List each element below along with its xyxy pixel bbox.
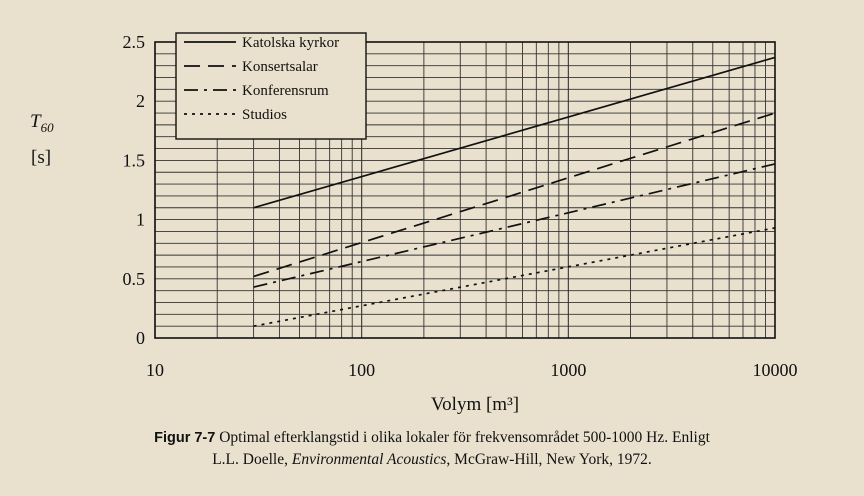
- y-axis-subscript: 60: [40, 120, 54, 135]
- x-axis-label: Volym [m³]: [430, 394, 520, 415]
- series-line-4: [254, 228, 775, 326]
- y-tick-label: 1.5: [122, 150, 145, 171]
- legend-label-1: Katolska kyrkor: [242, 35, 340, 51]
- figure-caption: [0, 427, 864, 470]
- y-tick-label: 0: [136, 328, 145, 348]
- y-tick-label: 2.5: [122, 32, 145, 52]
- x-tick-label: 1000: [550, 360, 587, 380]
- y-axis-label: [30, 111, 54, 135]
- y-axis-unit: [s]: [31, 147, 52, 168]
- legend: [176, 33, 366, 139]
- y-tick-label: 0.5: [122, 268, 145, 289]
- legend-label-2: Konsertsalar: [242, 59, 318, 75]
- x-tick-label: 10000: [752, 360, 798, 380]
- caption-publisher: , McGraw-Hill, New York, 1972.: [446, 451, 652, 468]
- series-line-3: [254, 164, 775, 287]
- x-tick-labels: [146, 360, 798, 380]
- x-tick-label: 100: [348, 360, 376, 380]
- caption-book-title: Environmental Acoustics: [291, 451, 447, 468]
- legend-label-3: Konferensrum: [242, 83, 329, 99]
- legend-label-4: Studios: [242, 107, 288, 123]
- y-tick-label: 1: [136, 209, 145, 230]
- figure-label: Figur 7-7: [154, 430, 216, 446]
- y-tick-label: 2: [136, 91, 145, 112]
- y-tick-labels: [123, 32, 146, 348]
- x-tick-label: 10: [146, 360, 164, 380]
- caption-line-1: [0, 427, 864, 449]
- caption-text-1: Optimal efterklangstid i olika lokaler för frekvensområdet 500-1000 Hz. Enligt: [219, 429, 710, 446]
- caption-author: L.L. Doelle,: [212, 451, 292, 468]
- caption-line-2: [0, 449, 864, 470]
- y-axis-symbol: T: [30, 111, 41, 132]
